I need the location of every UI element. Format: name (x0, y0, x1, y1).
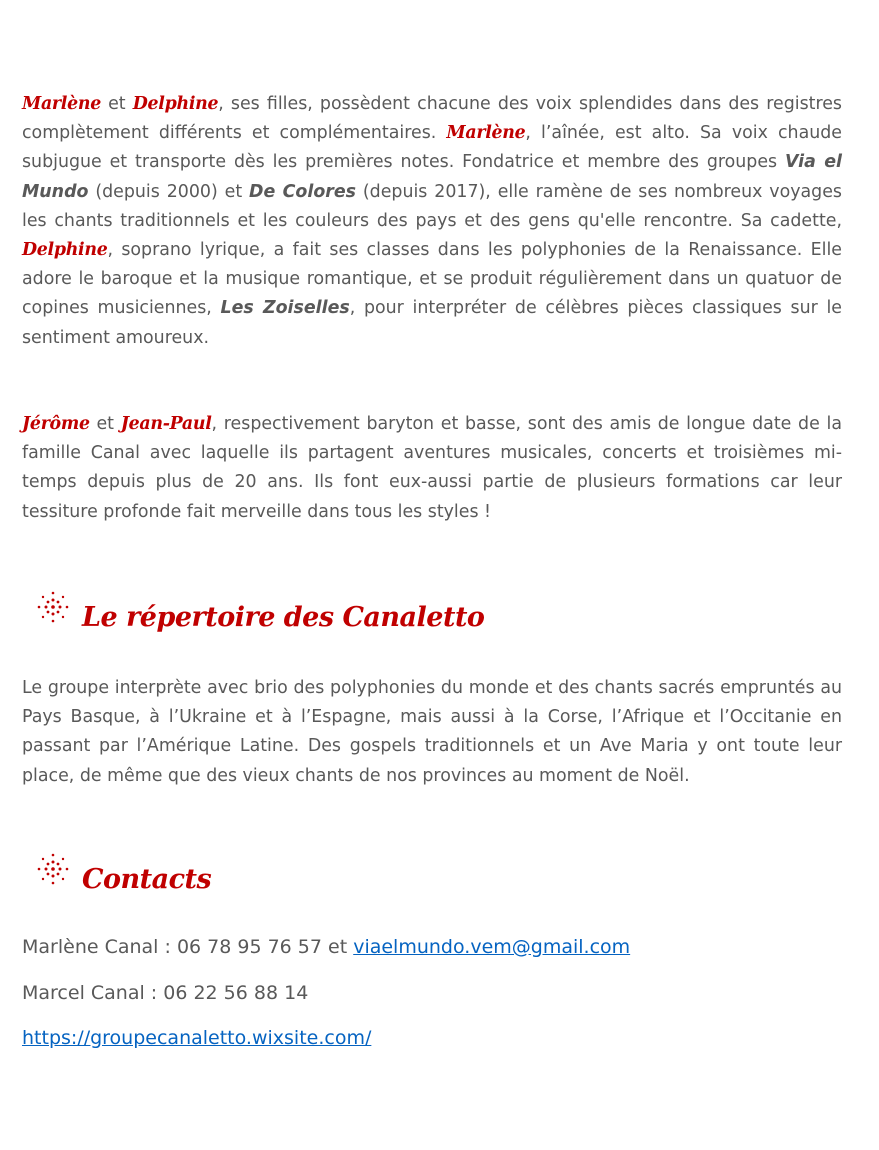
website-link[interactable]: https://groupecanaletto.wixsite.com/ (22, 1027, 372, 1049)
contacts-section-3 (22, 1027, 842, 1049)
contacts-section-2 (22, 982, 842, 1004)
repertoire-title: Le répertoire des Canaletto (82, 601, 485, 633)
name-marlene: Marlène (22, 94, 101, 114)
website-line (22, 1027, 842, 1049)
intro-text-2: , ses filles, possèdent chacune des voix splendides dans des registres complètement différents et complémentaires. (22, 94, 842, 144)
group-via-el-mundo: Via el Mundo (22, 152, 842, 202)
contact-marcel: Marcel Canal : 06 22 56 88 14 (22, 982, 309, 1004)
intro-text-4: (depuis 2000) et (88, 181, 250, 202)
contacts-heading (36, 862, 211, 896)
group-les-zoiselles: Les Zoiselles (220, 298, 350, 319)
friends-text-2: , respectivement baryton et basse, sont des amis de longue date de la famille Canal avec laquelle ils partagent aventures musicales, concerts et troisièmes mi-temps depuis plus de 20 ans. Ils font eux-aussi partie de plusieurs formations car leur tessiture profonde fait merveille dans tous les styles ! (22, 414, 842, 522)
intro-text-5: (depuis 2017), elle ramène de ses nombreux voyages les chants traditionnels et les couleurs des pays et des gens qu'elle rencontre. Sa cadette, (22, 181, 842, 231)
contact-marlene-text: Marlène Canal : 06 78 95 76 57 et (22, 936, 354, 958)
name-delphine: Delphine (132, 94, 219, 114)
repertoire-paragraph: Le groupe interprète avec brio des polyphonies du monde et des chants sacrés empruntés au Pays Basque, à l’Ukraine et à l’Espagne, mais aussi à la Corse, l’Afrique et l’Occitanie en passant par l’Amérique Latine. Des gospels traditionnels et un Ave Maria y ont toute leur place, de même que des vieux chants de nos provinces au moment de Noël. (22, 678, 842, 786)
email-link[interactable]: viaelmundo.vem@gmail.com (353, 936, 631, 958)
intro-text-1: et (100, 94, 133, 114)
name-jean-paul: Jean-Paul (120, 414, 212, 434)
repertoire-section (22, 674, 842, 791)
repertoire-heading (36, 600, 484, 634)
name-jerome: Jérôme (22, 414, 90, 434)
intro-paragraph (22, 90, 842, 353)
name-delphine-2: Delphine (22, 240, 108, 261)
name-marlene-2: Marlène (446, 123, 526, 144)
contacts-title: Contacts (82, 863, 212, 895)
intro-text-7: , pour interpréter de célèbres pièces classiques sur le sentiment amoureux. (22, 298, 842, 348)
group-de-colores: De Colores (249, 181, 357, 202)
intro-text-3: , l’aînée, est alto. Sa voix chaude subjugue et transporte dès les premières notes. Fondatrice et membre des groupes (22, 123, 843, 173)
contact-marlene (22, 936, 842, 958)
friends-text-1: et (89, 414, 121, 434)
intro-text-6: , soprano lyrique, a fait ses classes dans les polyphonies de la Renaissance. Elle adore le baroque et la musique romantique, et se produit régulièrement dans un quatuor de copines musiciennes, (22, 240, 842, 319)
red-dots-flourish-icon (36, 852, 70, 886)
intro-section (22, 90, 842, 353)
contacts-section (22, 936, 842, 958)
friends-section (22, 410, 842, 527)
red-dots-flourish-icon (36, 590, 70, 624)
friends-paragraph (22, 410, 842, 527)
